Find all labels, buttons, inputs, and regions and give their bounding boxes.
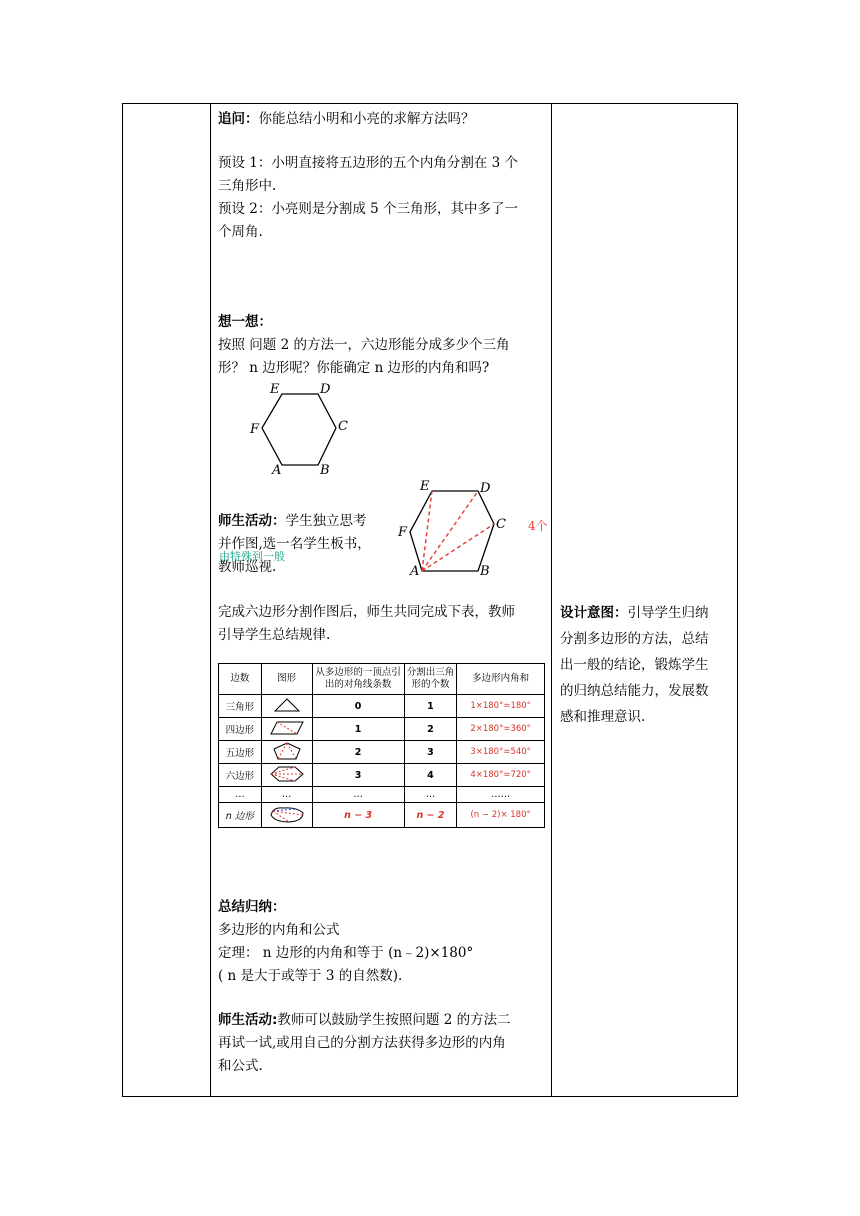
n-gon-icon xyxy=(267,805,307,823)
diag-cell: 2 xyxy=(312,741,404,764)
column-divider xyxy=(210,104,211,1096)
shape-cell: … xyxy=(261,787,312,803)
design-intent xyxy=(560,600,732,730)
design-line1: 设计意图：引导学生归纳 xyxy=(560,605,709,621)
diag-cell: 0 xyxy=(312,695,404,718)
sum-cell: 4×180°=720° xyxy=(457,764,545,787)
tri-cell: … xyxy=(404,787,457,803)
sum-cell: (n − 2)× 180° xyxy=(457,803,545,828)
vertex-label: A xyxy=(410,564,420,578)
theorem-line: 定理： n 边形的内角和等于 (n﹣2)×180° xyxy=(218,945,474,961)
table-header-row xyxy=(219,664,545,695)
complete-line2: 引导学生总结规律. xyxy=(218,627,331,643)
shape-cell xyxy=(261,718,312,741)
preset1-line1: 预设 1：小明直接将五边形的五个内角分割在 3 个 xyxy=(218,155,519,171)
activity2-line2: 再试一试,或用自己的分割方法获得多边形的内角 xyxy=(218,1035,506,1051)
activity2-line3: 和公式. xyxy=(218,1058,263,1074)
table-row xyxy=(219,787,545,803)
summary-heading: 总结归纳： xyxy=(218,899,286,915)
vertex-label: E xyxy=(270,382,280,397)
header-cell: 图形 xyxy=(261,664,312,695)
table-caption: 由特殊到一般 xyxy=(219,550,285,563)
shape-cell xyxy=(261,803,312,828)
sum-cell: 2×180°=360° xyxy=(457,718,545,741)
sum-cell: 3×180°=540° xyxy=(457,741,545,764)
lesson-table xyxy=(122,103,738,1097)
sum-cell: 1×180°=180° xyxy=(457,695,545,718)
table-row xyxy=(219,695,545,718)
tri-cell: 2 xyxy=(404,718,457,741)
vertex-label: F xyxy=(398,525,408,540)
think-line2: 形？ n 边形呢？你能确定 n 边形的内角和吗? xyxy=(218,360,490,376)
design-line2: 分割多边形的方法，总结 xyxy=(560,631,709,647)
tri-cell: n − 2 xyxy=(404,803,457,828)
tri-cell: 3 xyxy=(404,741,457,764)
vertex-label: A xyxy=(272,463,282,476)
sides-cell: … xyxy=(219,787,262,803)
sides-cell: 四边形 xyxy=(219,718,262,741)
preset1-line2: 三角形中. xyxy=(218,178,277,194)
preset2-line2: 个周角. xyxy=(218,224,263,240)
diag-cell: 3 xyxy=(312,764,404,787)
header-cell: 多边形内角和 xyxy=(457,664,545,695)
sum-cell: …… xyxy=(457,787,545,803)
design-line3: 出一般的结论，锻炼学生 xyxy=(560,657,709,673)
header-cell: 分割出三角形的个数 xyxy=(404,664,457,695)
activity1-line1: 师生活动：学生独立思考 xyxy=(218,513,367,529)
hexagon-icon xyxy=(269,765,305,783)
vertex-label: C xyxy=(338,419,348,434)
column-divider xyxy=(551,104,552,1096)
activity1-line3: 教师巡视. xyxy=(218,559,277,575)
diag-cell: 1 xyxy=(312,718,404,741)
sides-cell: 三角形 xyxy=(219,695,262,718)
hexagon-figure xyxy=(242,380,372,476)
design-line4: 的归纳总结能力，发展数 xyxy=(560,683,709,699)
activity2-line1: 师生活动:教师可以鼓励学生按照问题 2 的方法二 xyxy=(218,1012,511,1028)
design-line5: 感和推理意识. xyxy=(560,709,646,725)
sides-cell: 五边形 xyxy=(219,741,262,764)
sides-cell: n 边形 xyxy=(219,803,262,828)
think-heading: 想一想： xyxy=(218,314,272,330)
tri-cell: 4 xyxy=(404,764,457,787)
header-cell: 从多边形的一顶点引出的对角线条数 xyxy=(312,664,404,695)
sides-cell: 六边形 xyxy=(219,764,262,787)
table-row xyxy=(219,764,545,787)
vertex-label: B xyxy=(320,463,330,476)
shape-cell xyxy=(261,741,312,764)
diag-cell: n − 3 xyxy=(312,803,404,828)
vertex-label: E xyxy=(420,479,430,494)
header-cell: 边数 xyxy=(219,664,262,695)
table-row xyxy=(219,803,545,828)
divided-hexagon-figure xyxy=(396,476,548,578)
theorem-condition: ( n 是大于或等于 3 的自然数). xyxy=(218,968,403,984)
vertex-label: C xyxy=(496,517,506,532)
preset2-line1: 预设 2：小亮则是分割成 5 个三角形，其中多了一 xyxy=(218,201,519,217)
activity1-line2: 并作图,选一名学生板书， xyxy=(218,536,371,552)
vertex-label: D xyxy=(320,382,331,397)
vertex-label: B xyxy=(480,564,490,578)
vertex-label: F xyxy=(250,422,260,437)
table-row xyxy=(219,718,545,741)
summary-line1: 多边形的内角和公式 xyxy=(218,922,340,938)
triangle-count: 4个 xyxy=(528,519,548,533)
quadrilateral-icon xyxy=(269,720,305,736)
polygon-summary-table xyxy=(218,663,545,828)
diag-cell: … xyxy=(312,787,404,803)
table-row xyxy=(219,741,545,764)
shape-cell xyxy=(261,695,312,718)
followup-line: 追问：你能总结小明和小亮的求解方法吗？ xyxy=(218,111,475,127)
triangle-icon xyxy=(272,697,302,713)
pentagon-icon xyxy=(272,742,302,760)
vertex-label: D xyxy=(480,481,491,496)
tri-cell: 1 xyxy=(404,695,457,718)
complete-line1: 完成六边形分割作图后，师生共同完成下表，教师 xyxy=(218,604,515,620)
shape-cell xyxy=(261,764,312,787)
think-line1: 按照 问题 2 的方法一，六边形能分成多少个三角 xyxy=(218,337,510,353)
